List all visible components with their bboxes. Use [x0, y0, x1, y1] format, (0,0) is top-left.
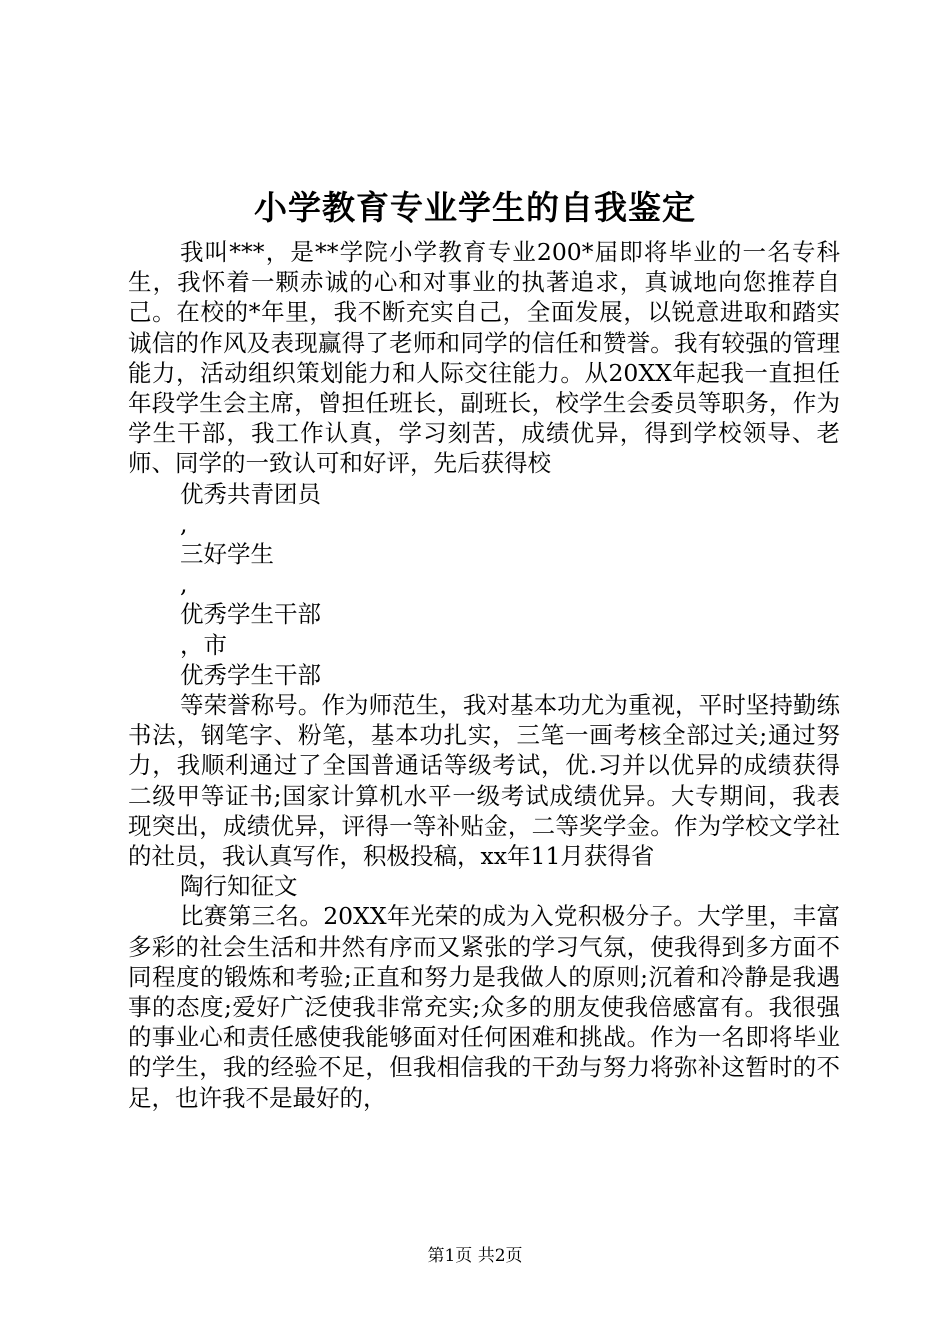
award-item: 优秀学生干部: [180, 660, 321, 689]
document-body: [128, 237, 840, 1113]
award-item: 优秀共青团员: [180, 479, 321, 508]
award-separator: ,: [180, 509, 188, 538]
award-item: 优秀学生干部: [180, 600, 321, 629]
body-paragraph-intro: 我叫***，是**学院小学教育专业200*届即将毕业的一名专科生，我怀着一颗赤诚的心和对事业的执著追求，真诚地向您推荐自己。在校的*年里，我不断充实自己，全面发展，以锐意进取和踏实诚信的作风及表现赢得了老师和同学的信任和赞誉。我有较强的管理能力，活动组织策划能力和人际交往能力。从20XX年起我一直担任年段学生会主席，曾担任班长，副班长，校学生会委员等职务，作为学生干部，我工作认真，学习刻苦，成绩优异，得到学校领导、老师、同学的一致认可和好评，先后获得校: [128, 238, 840, 478]
award-separator: ,: [180, 570, 188, 599]
document-title: 小学教育专业学生的自我鉴定: [254, 188, 696, 227]
body-paragraph-closing: 比赛第三名。20XX年光荣的成为入党积极分子。大学里，丰富多彩的社会生活和井然有序而又紧张的学习气氛，使我得到多方面不同程度的锻炼和考验;正直和努力是我做人的原则;沉着和冷静是我遇事的态度;爱好广泛使我非常充实;众多的朋友使我倍感富有。我很强的事业心和责任感使我能够面对任何困难和挑战。作为一名即将毕业的学生，我的经验不足，但我相信我的干劲与努力将弥补这暂时的不足，也许我不是最好的，: [128, 902, 840, 1112]
award-item: 三好学生: [180, 540, 274, 569]
body-paragraph-skills: 等荣誉称号。作为师范生，我对基本功尤为重视，平时坚持勤练书法，钢笔字、粉笔，基本功扎实，三笔一画考核全部过关;通过努力，我顺利通过了全国普通话等级考试，优.习并以优异的成绩获得二级甲等证书;国家计算机水平一级考试成绩优异。大专期间，我表现突出，成绩优异，评得一等补贴金，二等奖学金。作为学校文学社的社员，我认真写作，积极投稿，xx年11月获得省: [128, 691, 840, 871]
award-separator: ，市: [180, 630, 227, 659]
award-item: 陶行知征文: [180, 872, 298, 901]
page-number-footer: 第1页 共2页: [427, 1246, 523, 1266]
